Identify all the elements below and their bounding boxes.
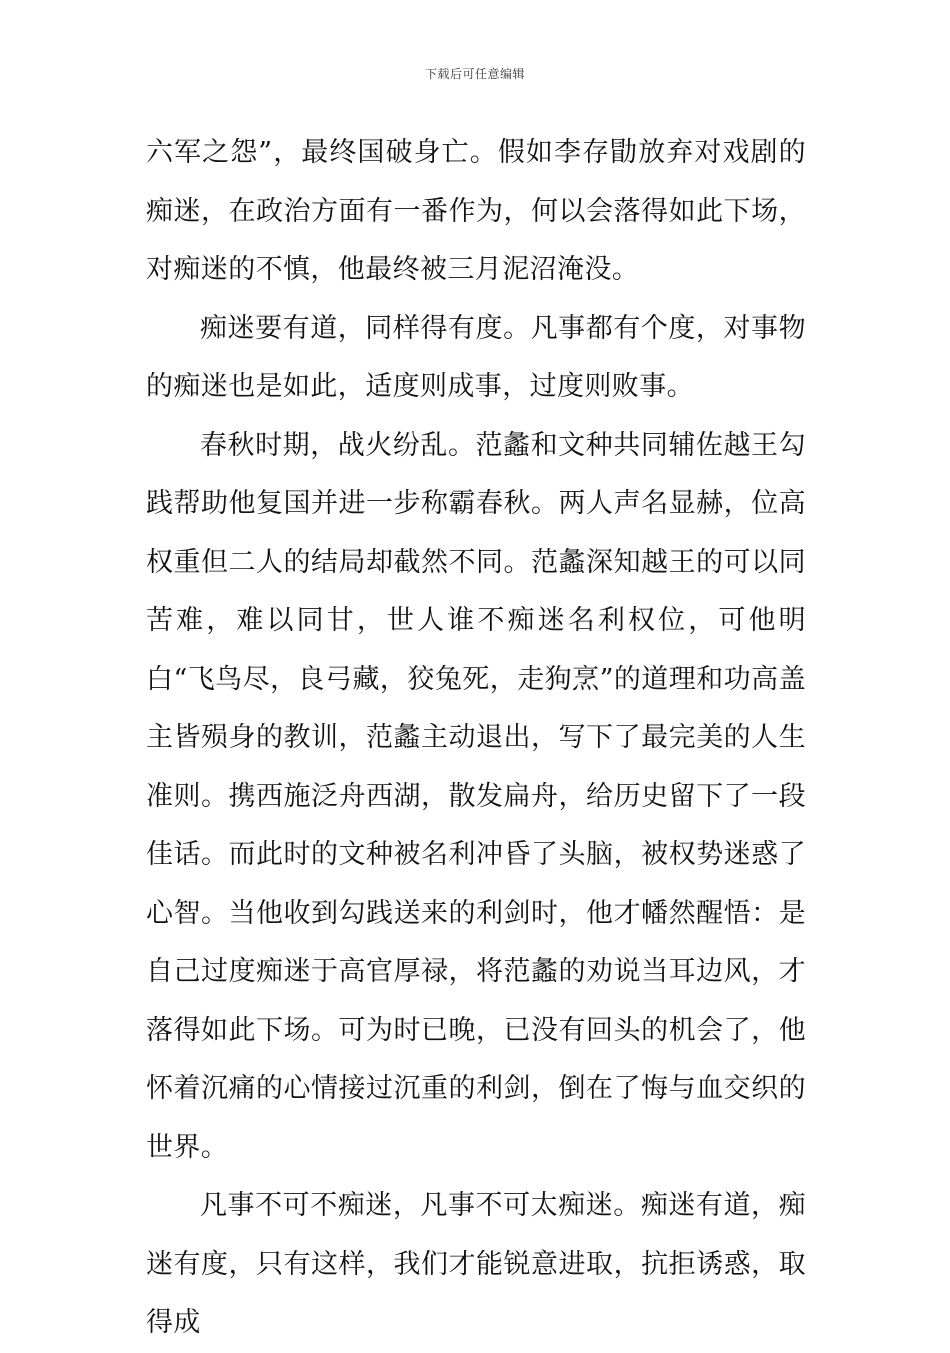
paragraph-1: 六军之怨”，最终国破身亡。假如李存勖放弃对戏剧的痴迷，在政治方面有一番作为，何以会落得如此下场，对痴迷的不慎，他最终被三月泥沼淹没。: [146, 137, 806, 285]
document-body: [146, 124, 806, 1353]
paragraph-4: 凡事不可不痴迷，凡事不可太痴迷。痴迷有道，痴迷有度，只有这样，我们才能锐意进取，抗拒诱惑，取得成: [146, 1190, 806, 1338]
page-header: 下载后可任意编辑: [424, 67, 525, 81]
paragraph-3: 春秋时期，战火纷乱。范蠡和文种共同辅佐越王勾践帮助他复国并进一步称霸春秋。两人声名显赫，位高权重但二人的结局却截然不同。范蠡深知越王的可以同苦难，难以同甘，世人谁不痴迷名利权位，可他明白“飞鸟尽，良弓藏，狡兔死，走狗烹”的道理和功高盖主皆殒身的教训，范蠡主动退出，写下了最完美的人生准则。携西施泛舟西湖，散发扁舟，给历史留下了一段佳话。而此时的文种被名利冲昏了头脑，被权势迷惑了心智。当他收到勾践送来的利剑时，他才幡然醒悟：是自己过度痴迷于高官厚禄，将范蠡的劝说当耳边风，才落得如此下场。可为时已晚，已没有回头的机会了，他怀着沉痛的心情接过沉重的利剑，倒在了悔与血交织的世界。: [146, 429, 806, 1163]
paragraph-2: 痴迷要有道，同样得有度。凡事都有个度，对事物的痴迷也是如此，适度则成事，过度则败事。: [146, 312, 806, 402]
